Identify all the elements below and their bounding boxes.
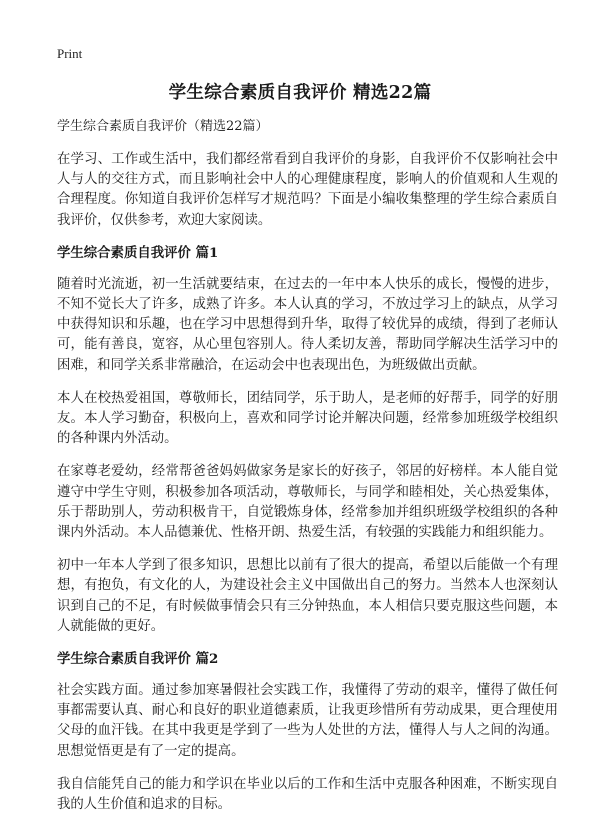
section-2-paragraph-1: 社会实践方面。通过参加寒暑假社会实践工作，我懂得了劳动的艰辛，懂得了做任何事都需要认真、耐心和良好的职业道德素质，让我更珍惜所有劳动成果，更合理使用父母的血汗钱。在其中我更是学到了一些为人处世的方法，懂得人与人之间的沟通。思想觉悟更是有了一定的提高。 <box>57 683 558 759</box>
page-title: 学生综合素质自我评价 精选22篇 <box>168 83 432 103</box>
section-2-paragraph-2: 我自信能凭自己的能力和学识在毕业以后的工作和生活中克服各种困难，不断实现自我的人生价值和追求的目标。 <box>57 776 558 813</box>
intro-paragraph: 在学习、工作或生活中，我们都经常看到自我评价的身影，自我评价不仅影响社会中人与人的交往方式，而且影响社会中人的心理健康程度，影响人的价值观和人生观的合理程度。你知道自我评价怎样写才规范吗？下面是小编收集整理的学生综合素质自我评价，仅供参考，欢迎大家阅读。 <box>57 152 558 228</box>
section-1-paragraph-2: 本人在校热爱祖国，尊敬师长，团结同学，乐于助人，是老师的好帮手，同学的好朋友。本人学习勤奋，积极向上，喜欢和同学讨论并解决问题，经常参加班级学校组织的各种课内外活动。 <box>57 390 558 447</box>
article-body <box>57 118 558 828</box>
section-heading-1: 学生综合素质自我评价 篇1 <box>57 244 219 261</box>
section-1-paragraph-4: 初中一年本人学到了很多知识，思想比以前有了很大的提高，希望以后能做一个有理想，有抱负，有文化的人，为建设社会主义中国做出自己的努力。当然本人也深刻认识到自己的不足，有时候做事情会只有三分钟热血，本人相信只要克服这些问题，本人就能做的更好。 <box>57 558 558 634</box>
print-link[interactable]: Print <box>57 46 83 61</box>
section-1-paragraph-3: 在家尊老爱幼，经常帮爸爸妈妈做家务是家长的好孩子，邻居的好榜样。本人能自觉遵守中学生守则，积极参加各项活动，尊敬师长，与同学和睦相处，关心热爱集体，乐于帮助别人，劳动积极肯干，自觉锻炼身体，经常参加并组织班级学校组织的各种课内外活动。本人品德兼优、性格开朗、热爱生活，有较强的实践能力和组织能力。 <box>57 464 558 541</box>
section-1-paragraph-1: 随着时光流逝，初一生活就要结束，在过去的一年中本人快乐的成长，慢慢的进步，不知不觉长大了许多，成熟了许多。本人认真的学习，不放过学习上的缺点，从学习中获得知识和乐趣，也在学习中思想得到升华，取得了较优异的成绩，得到了老师认可，能有善良，宽容，从心里包容别人。待人柔切友善，帮助同学解决生活学习中的困难，和同学关系非常融洽，在运动会中也表现出色，为班级做出贡献。 <box>57 276 558 373</box>
section-heading-2: 学生综合素质自我评价 篇2 <box>57 651 219 668</box>
article-subtitle: 学生综合素质自我评价（精选22篇） <box>57 119 269 134</box>
